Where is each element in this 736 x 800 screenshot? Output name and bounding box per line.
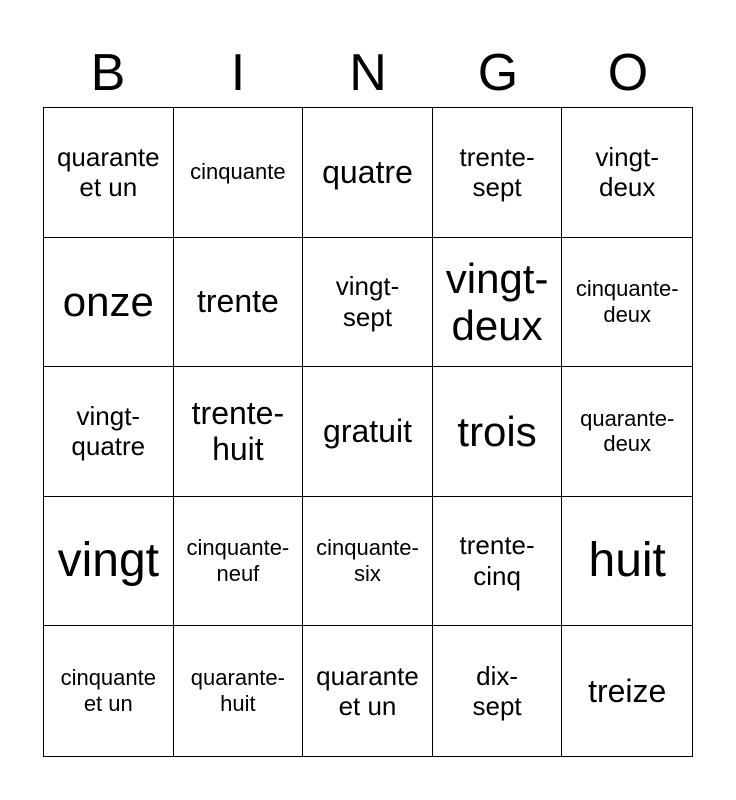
cell-text: trente- sept	[459, 141, 535, 203]
cell-text: cinquante et un	[60, 665, 156, 717]
bingo-cell[interactable]	[562, 497, 692, 627]
cell-text: quarante- deux	[580, 405, 675, 457]
bingo-cell[interactable]	[44, 367, 174, 497]
bingo-cell[interactable]	[174, 497, 304, 627]
bingo-cell[interactable]	[174, 626, 304, 756]
bingo-cell[interactable]	[44, 626, 174, 756]
cell-text: vingt	[57, 533, 159, 587]
cell-text: trente	[196, 283, 279, 320]
bingo-cell[interactable]	[303, 108, 433, 238]
cell-text: cinquante- neuf	[186, 535, 290, 587]
cell-text: trois	[457, 407, 537, 455]
bingo-cell[interactable]	[174, 238, 304, 368]
bingo-cell[interactable]	[433, 497, 563, 627]
bingo-cell[interactable]	[562, 626, 692, 756]
cell-text: quatre	[322, 153, 413, 190]
cell-text: trente- cinq	[459, 530, 535, 592]
cell-text: quarante- huit	[190, 665, 285, 717]
header-letter-i: I	[230, 44, 246, 102]
bingo-board	[43, 107, 693, 757]
cell-text: trente- huit	[191, 394, 285, 468]
bingo-cell[interactable]	[303, 626, 433, 756]
cell-text: dix- sept	[472, 660, 522, 722]
bingo-cell[interactable]	[303, 497, 433, 627]
bingo-cell[interactable]	[174, 108, 304, 238]
bingo-cell[interactable]	[562, 108, 692, 238]
bingo-cell[interactable]	[562, 367, 692, 497]
bingo-cell[interactable]	[433, 367, 563, 497]
bingo-cell[interactable]	[174, 367, 304, 497]
cell-text: treize	[588, 672, 667, 709]
bingo-cell[interactable]	[433, 108, 563, 238]
cell-text: gratuit	[323, 413, 412, 450]
header-letter-n: N	[349, 44, 387, 102]
bingo-cell[interactable]	[433, 238, 563, 368]
cell-text: quarante et un	[316, 660, 419, 722]
cell-text: cinquante- deux	[575, 275, 679, 327]
bingo-cell[interactable]	[44, 238, 174, 368]
bingo-header	[43, 42, 693, 104]
cell-text: huit	[588, 533, 666, 587]
cell-text: vingt- deux	[595, 141, 659, 203]
header-letter-o: O	[607, 44, 649, 102]
free-space-cell[interactable]	[303, 367, 433, 497]
bingo-cell[interactable]	[562, 238, 692, 368]
header-letter-b: B	[90, 44, 126, 102]
bingo-cell[interactable]	[433, 626, 563, 756]
cell-text: cinquante- six	[316, 535, 419, 587]
bingo-cell[interactable]	[44, 497, 174, 627]
cell-text: vingt- sept	[335, 271, 400, 332]
cell-text: cinquante	[190, 159, 286, 185]
cell-text: quarante et un	[56, 141, 160, 203]
bingo-cell[interactable]	[44, 108, 174, 238]
header-letter-g: G	[477, 44, 519, 102]
cell-text: vingt- deux	[445, 254, 549, 349]
cell-text: vingt- quatre	[71, 400, 146, 462]
cell-text: onze	[62, 278, 154, 326]
bingo-cell[interactable]	[303, 238, 433, 368]
